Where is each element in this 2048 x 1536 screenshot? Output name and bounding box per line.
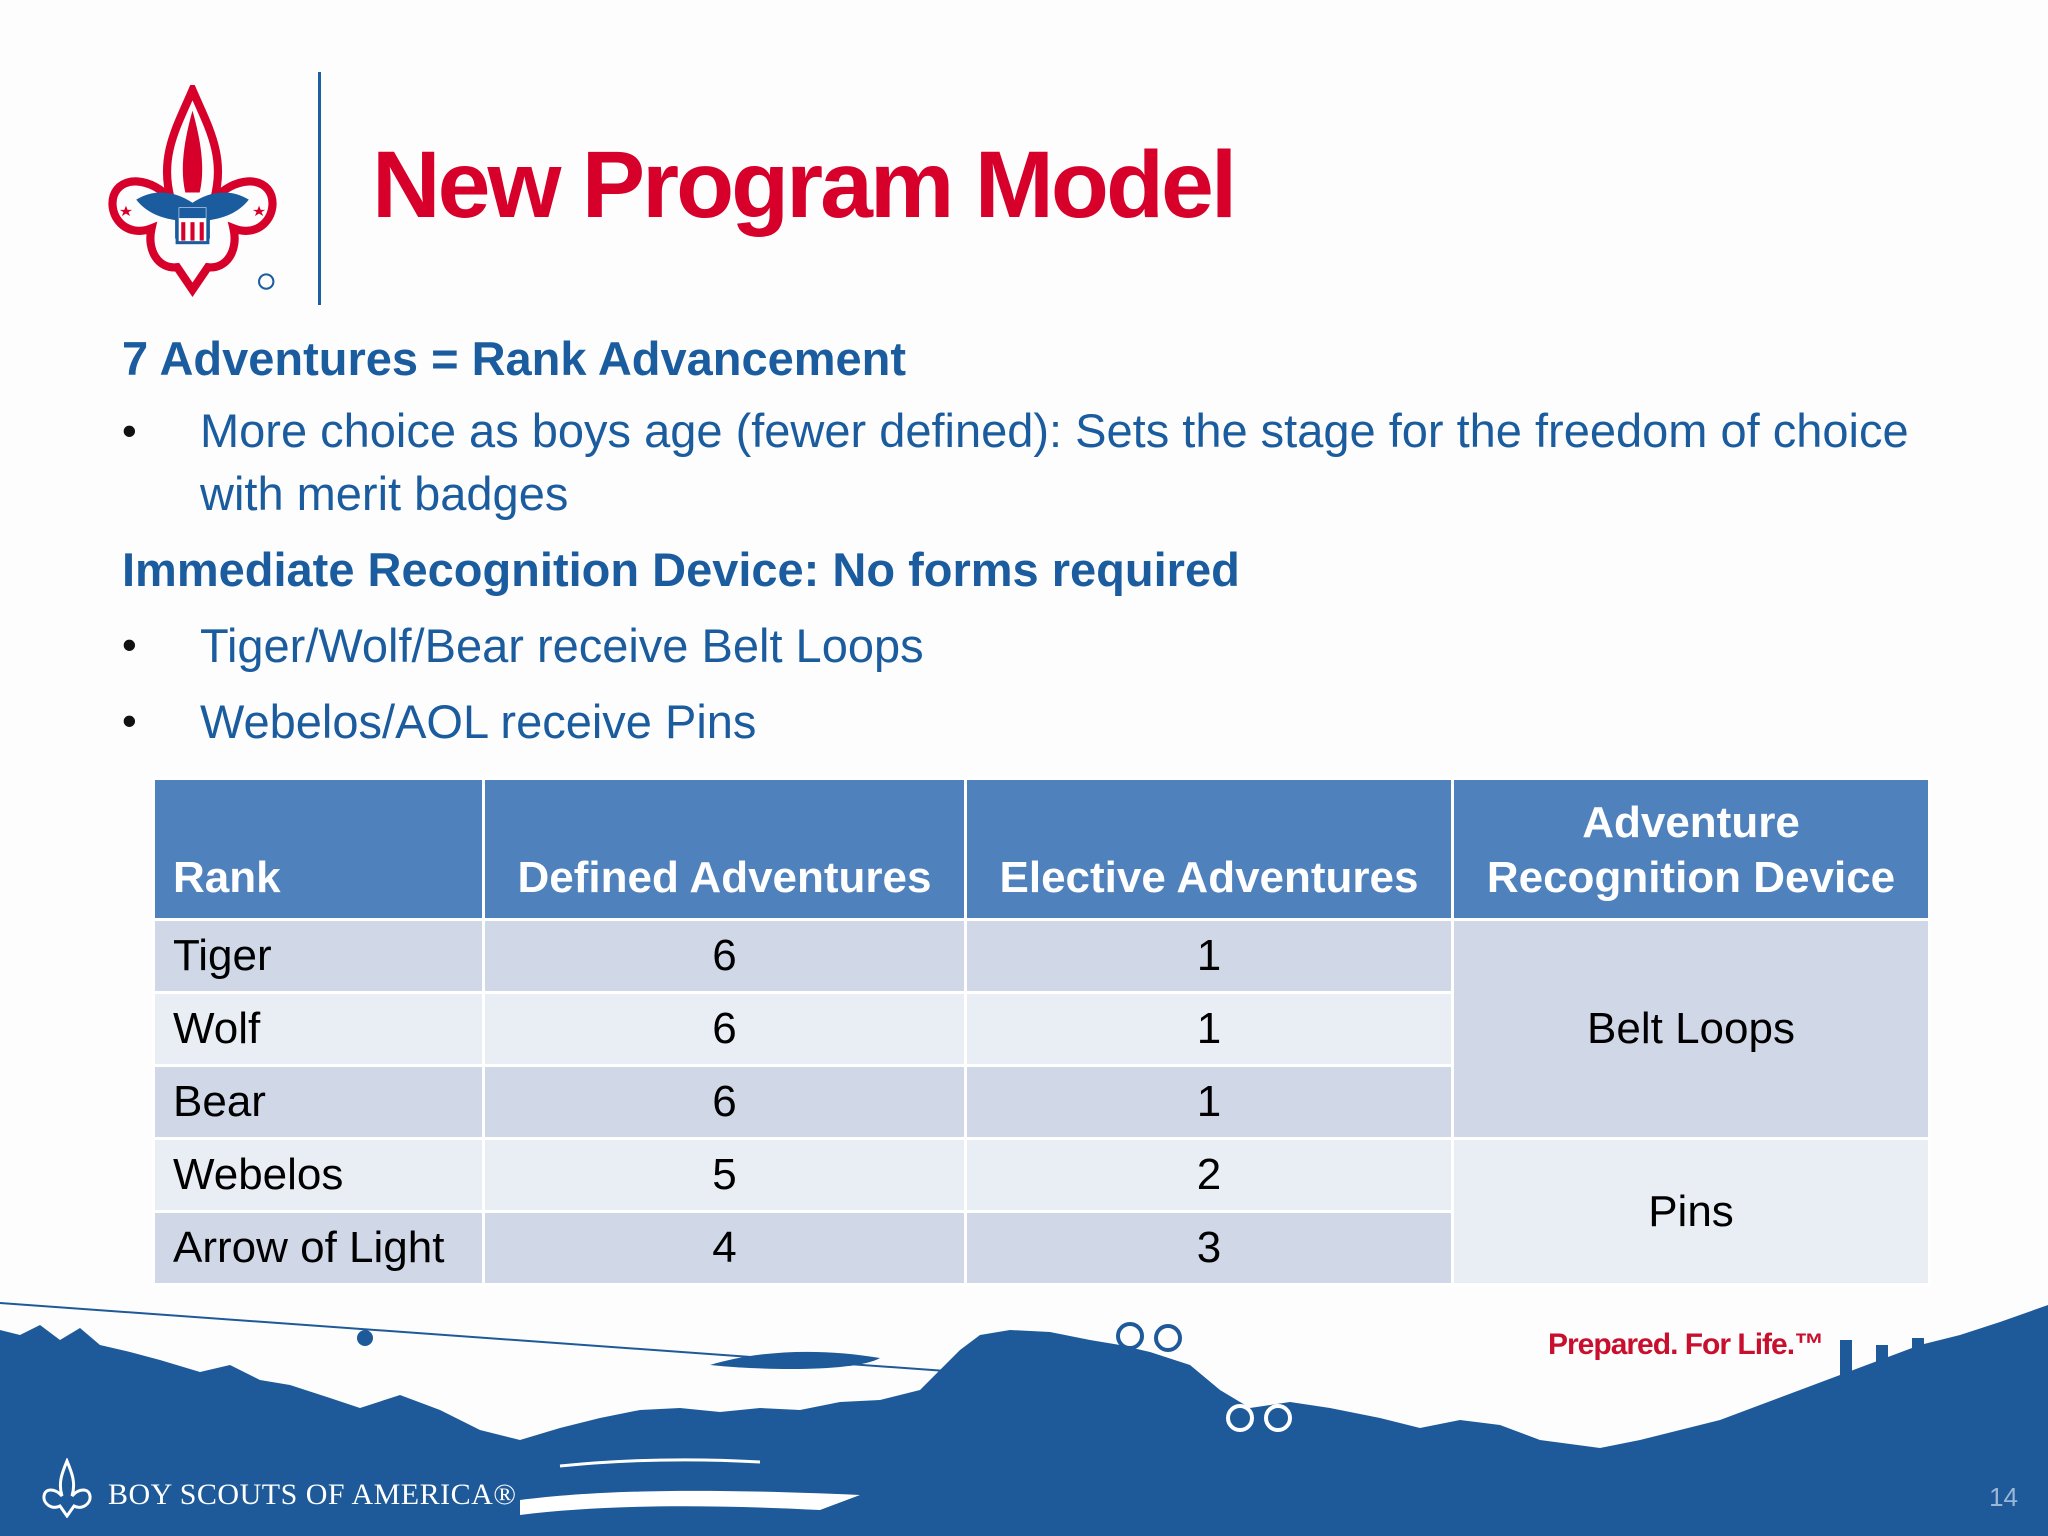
rank-cell: Tiger [154, 920, 484, 993]
page-number: 14 [1989, 1482, 2018, 1512]
adventures-table [152, 777, 1931, 1286]
rank-cell: Arrow of Light [154, 1212, 484, 1285]
elective-cell: 2 [966, 1139, 1453, 1212]
header-defined-adventures: Defined Adventures [484, 779, 966, 920]
bullet-marker: • [122, 407, 137, 454]
defined-cell: 4 [484, 1212, 966, 1285]
slide-title: New Program Model [372, 132, 1235, 238]
bullet-pins: Webelos/AOL receive Pins [200, 695, 757, 748]
defined-cell: 6 [484, 993, 966, 1066]
defined-cell: 5 [484, 1139, 966, 1212]
elective-cell: 1 [966, 1066, 1453, 1139]
rank-cell: Bear [154, 1066, 484, 1139]
bullet-more-choice: More choice as boys age (fewer defined): Sets the stage for the freedom of choice with merit badges [200, 404, 1909, 520]
bsa-fleur-de-lis-logo [95, 85, 290, 300]
elective-cell: 1 [966, 920, 1453, 993]
header-elective-adventures: Elective Adventures [966, 779, 1453, 920]
section-heading-recognition-device: Immediate Recognition Device: No forms required [122, 543, 1240, 596]
bullet-marker: • [122, 621, 137, 668]
elective-cell: 3 [966, 1212, 1453, 1285]
header-rank: Rank [154, 779, 484, 920]
rank-cell: Wolf [154, 993, 484, 1066]
bsa-emblem-icon [40, 1458, 95, 1518]
table-row [154, 920, 1930, 993]
tagline: Prepared. For Life.™ [1548, 1328, 1824, 1361]
defined-cell: 6 [484, 1066, 966, 1139]
table-row [154, 1139, 1930, 1212]
elective-cell: 1 [966, 993, 1453, 1066]
organization-name: BOY SCOUTS OF AMERICA® [108, 1478, 517, 1511]
header-recognition-device: Adventure Recognition Device [1453, 779, 1930, 920]
table-header-row [154, 779, 1930, 920]
rank-cell: Webelos [154, 1139, 484, 1212]
device-cell-pins: Pins [1453, 1139, 1930, 1285]
device-cell-belt-loops: Belt Loops [1453, 920, 1930, 1139]
defined-cell: 6 [484, 920, 966, 993]
bullet-belt-loops: Tiger/Wolf/Bear receive Belt Loops [200, 619, 924, 672]
section-heading-rank-advancement: 7 Adventures = Rank Advancement [122, 332, 907, 385]
header-divider [318, 72, 321, 305]
bullet-marker: • [122, 697, 137, 744]
